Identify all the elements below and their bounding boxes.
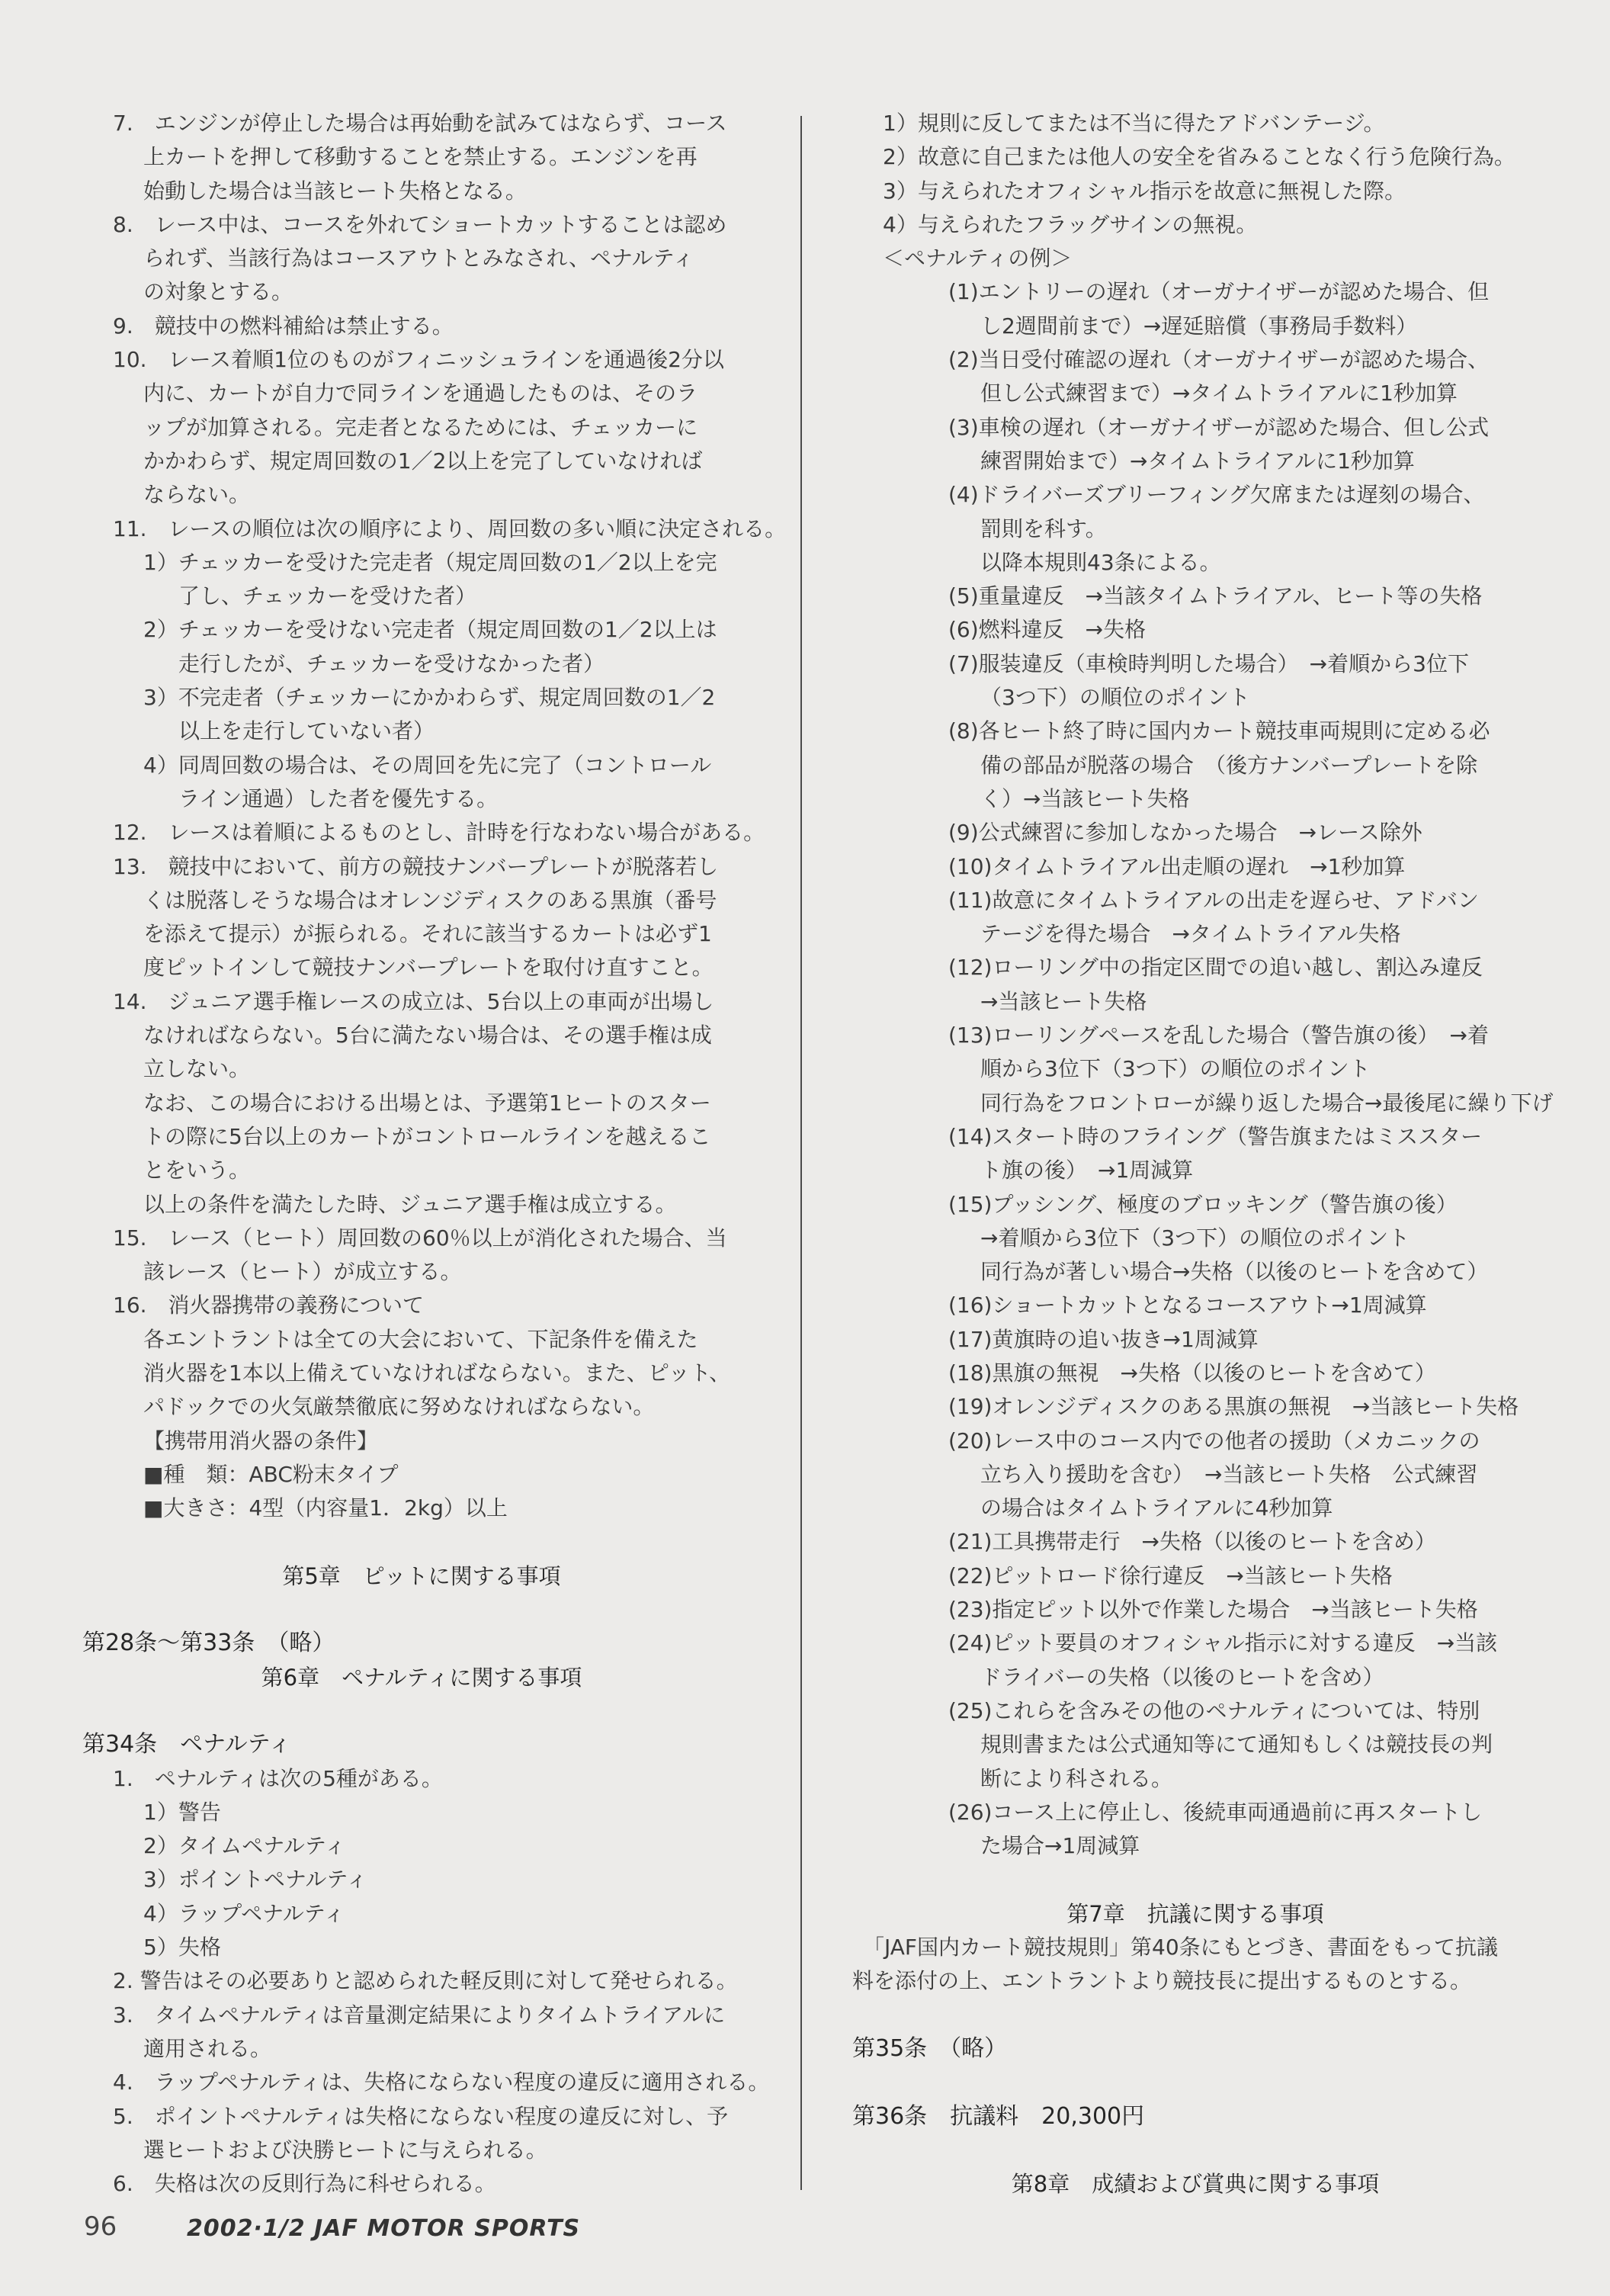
- text-line: なければならない。5台に満たない場合は、その選手権は成: [143, 1023, 712, 1048]
- spacer: [852, 2134, 1538, 2167]
- text-line: 選ヒートおよび決勝ヒートに与えられる。: [143, 2137, 547, 2163]
- text-line: 3. タイムペナルティは音量測定結果によりタイムトライアルに: [113, 2002, 726, 2028]
- text-line: 6. 失格は次の反則行為に科せられる。: [113, 2171, 496, 2197]
- column-divider: [800, 116, 802, 2190]
- text-line: 13. 競技中において、前方の競技ナンバープレートが脱落若し: [113, 853, 719, 879]
- text-line: 3）ポイントペナルティ: [143, 1867, 368, 1893]
- text-line: （3つ下）の順位のポイント: [980, 685, 1250, 711]
- text-line: かかわらず、規定周回数の1／2以上を完了していなければ: [143, 448, 703, 474]
- text-line: く）→当該ヒート失格: [980, 785, 1190, 811]
- text-line: (9)公式練習に参加しなかった場合 →レース除外: [948, 820, 1422, 846]
- article-heading: 第35条 （略）: [852, 2034, 1008, 2062]
- spacer: [82, 1593, 761, 1626]
- text-line: 2）チェッカーを受けない完走者（規定周回数の1／2以上は: [143, 617, 717, 643]
- spacer: [852, 2066, 1538, 2099]
- chapter-heading: 第5章 ピットに関する事項: [282, 1562, 561, 1589]
- text-line: ならない。: [143, 482, 251, 508]
- text-line: 4）与えられたフラッグサインの無視。: [883, 211, 1258, 237]
- text-line: なお、この場合における出場とは、予選第1ヒートのスター: [143, 1090, 711, 1116]
- text-line: (17)黄旗時の追い抜き→1周減算: [948, 1326, 1259, 1352]
- text-line: 走行したが、チェッカーを受けなかった者）: [178, 650, 605, 676]
- text-line: (26)コース上に停止し、後続車両通過前に再スタートし: [948, 1799, 1483, 1825]
- text-line: (24)ピット要員のオフィシャル指示に対する違反 →当該: [948, 1630, 1498, 1656]
- text-line: を添えて提示）が振られる。それに該当するカートは必ず1: [143, 921, 712, 947]
- text-line: 1）警告: [143, 1799, 221, 1825]
- text-line: 2）故意に自己または他人の安全を省みることなく行う危険行為。: [883, 144, 1515, 170]
- text-line: (11)故意にタイムトライアルの出走を遅らせ、アドバン: [948, 887, 1479, 913]
- text-line: 4）同周回数の場合は、その周回を先に完了（コントロール: [143, 752, 712, 778]
- article-heading: 第28条〜第33条 （略）: [82, 1630, 335, 1657]
- text-line: 1）規則に反してまたは不当に得たアドバンテージ。: [883, 111, 1385, 136]
- chapter-heading: 第7章 抗議に関する事項: [1066, 1900, 1324, 1927]
- text-line: し2週間前まで）→遅延賠償（事務局手数料）: [980, 313, 1418, 339]
- text-line: 3）不完走者（チェッカーにかかわらず、規定周回数の1／2: [143, 685, 716, 711]
- text-line: (10)タイムトライアル出走順の遅れ →1秒加算: [948, 853, 1406, 879]
- text-line: 練習開始まで）→タイムトライアルに1秒加算: [980, 448, 1415, 474]
- text-line: (23)指定ピット以外で作業した場合 →当該ヒート失格: [948, 1597, 1478, 1623]
- text-line: 1）チェッカーを受けた完走者（規定周回数の1／2以上を完: [143, 549, 717, 575]
- text-line: テージを得た場合 →タイムトライアル失格: [980, 921, 1401, 947]
- text-line: (15)プッシング、極度のブロッキング（警告旗の後）: [948, 1191, 1458, 1217]
- spacer: [82, 1694, 761, 1728]
- text-line: (7)服装違反（車検時判明した場合） →着順から3位下: [948, 650, 1469, 676]
- text-line: られず、当該行為はコースアウトとみなされ、ペナルティ: [143, 246, 694, 271]
- left-text-column: [82, 107, 787, 2201]
- text-line: (6)燃料違反 →失格: [948, 617, 1147, 643]
- text-line: 1. ペナルティは次の5種がある。: [113, 1765, 443, 1791]
- text-line: とをいう。: [143, 1158, 251, 1183]
- text-line: 5. ポイントペナルティは失格にならない程度の違反に対し、予: [113, 2103, 729, 2129]
- text-line: ＜ペナルティの例＞: [883, 246, 1073, 271]
- text-line: パドックでの火気厳禁徹底に努めなければならない。: [143, 1394, 655, 1420]
- text-line: (18)黒旗の無視 →失格（以後のヒートを含めて）: [948, 1360, 1436, 1386]
- text-line: (1)エントリーの遅れ（オーガナイザーが認めた場合、但: [948, 279, 1490, 305]
- publication-title: 2002·1/2 JAF MOTOR SPORTS: [187, 2215, 581, 2242]
- text-line: の対象とする。: [143, 279, 293, 305]
- text-line: 但し公式練習まで）→タイムトライアルに1秒加算: [980, 381, 1458, 406]
- text-line: 以上の条件を満たした時、ジュニア選手権は成立する。: [143, 1191, 677, 1217]
- spacer: [852, 1863, 1538, 1896]
- text-line: 12. レースは着順によるものとし、計時を行なわない場合がある。: [113, 820, 765, 846]
- text-line: (4)ドライバーズブリーフィング欠席または遅刻の場合、: [948, 482, 1485, 508]
- text-line: 5）失格: [143, 1935, 221, 1960]
- text-line: 断により科される。: [980, 1765, 1173, 1791]
- text-line: 罰則を科す。: [980, 515, 1107, 541]
- text-line: 備の部品が脱落の場合 （後方ナンバープレートを除: [980, 752, 1478, 778]
- text-line: 同行為が著しい場合→失格（以後のヒートを含めて）: [980, 1259, 1489, 1285]
- text-line: (5)重量違反 →当該タイムトライアル、ヒート等の失格: [948, 583, 1483, 609]
- text-line: ■種 類：ABC粉末タイプ: [143, 1461, 399, 1487]
- text-line: 以上を走行していない者）: [178, 718, 435, 744]
- text-line: くは脱落しそうな場合はオレンジディスクのある黒旗（番号: [143, 887, 717, 913]
- text-line: 【携帯用消火器の条件】: [143, 1427, 379, 1453]
- text-line: (25)これらを含みその他のペナルティについては、特別: [948, 1697, 1480, 1723]
- text-line: 上カートを押して移動することを禁止する。エンジンを再: [143, 144, 698, 170]
- text-line: 2. 警告はその必要ありと認められた軽反則に対して発せられる。: [113, 1968, 738, 1994]
- text-line: (19)オレンジディスクのある黒旗の無視 →当該ヒート失格: [948, 1394, 1519, 1420]
- text-line: ト旗の後） →1周減算: [980, 1158, 1194, 1183]
- text-line: 11. レースの順位は次の順序により、周回数の多い順に決定される。: [113, 515, 787, 541]
- chapter-heading: 第8章 成績および賞典に関する事項: [1011, 2171, 1380, 2198]
- spacer: [82, 1525, 761, 1559]
- text-line: 規則書または公式通知等にて通知もしくは競技長の判: [980, 1732, 1493, 1758]
- text-line: 7. エンジンが停止した場合は再始動を試みてはならず、コース: [113, 111, 727, 136]
- text-line: (22)ピットロード徐行違反 →当該ヒート失格: [948, 1562, 1393, 1588]
- text-line: 10. レース着順1位のものがフィニッシュラインを通過後2分以: [113, 347, 725, 373]
- text-line: の場合はタイムトライアルに4秒加算: [980, 1495, 1333, 1521]
- text-line: 2）タイムペナルティ: [143, 1833, 346, 1859]
- text-line: 立しない。: [143, 1056, 251, 1082]
- text-line: (20)レース中のコース内での他者の援助（メカニックの: [948, 1427, 1480, 1453]
- text-line: (3)車検の遅れ（オーガナイザーが認めた場合、但し公式: [948, 414, 1490, 440]
- text-line: 消火器を1本以上備えていなければならない。また、ピット、: [143, 1360, 731, 1386]
- text-line: 9. 競技中の燃料補給は禁止する。: [113, 313, 454, 339]
- text-line: 始動した場合は当該ヒート失格となる。: [143, 178, 527, 204]
- text-line: 了し、チェッカーを受けた者）: [178, 583, 477, 609]
- chapter-heading: 第6章 ペナルティに関する事項: [261, 1664, 582, 1691]
- text-line: ■大きさ：4型（内容量1．2kg）以上: [143, 1495, 508, 1521]
- text-line: トの際に5台以上のカートがコントロールラインを越えるこ: [143, 1123, 711, 1149]
- text-line: 16. 消火器携帯の義務について: [113, 1293, 424, 1318]
- text-line: (12)ローリング中の指定区間での追い越し、割込み違反: [948, 955, 1483, 981]
- text-line: (14)スタート時のフライング（警告旗またはミススター: [948, 1123, 1483, 1149]
- text-line: 4. ラップペナルティは、失格にならない程度の違反に適用される。: [113, 2070, 770, 2095]
- text-line: 料を添付の上、エントラントより競技長に提出するものとする。: [852, 1968, 1472, 1994]
- text-line: 該レース（ヒート）が成立する。: [143, 1259, 462, 1285]
- text-line: (8)各ヒート終了時に国内カート競技車両規則に定める必: [948, 718, 1490, 744]
- text-line: (21)工具携帯走行 →失格（以後のヒートを含め）: [948, 1529, 1436, 1555]
- text-line: 度ピットインして競技ナンバープレートを取付け直すこと。: [143, 955, 714, 981]
- text-line: 同行為をフロントローが繰り返した場合→最後尾に繰り下げ: [980, 1090, 1554, 1116]
- text-line: 順から3位下（3つ下）の順位のポイント: [980, 1056, 1371, 1082]
- text-line: 8. レース中は、コースを外れてショートカットすることは認め: [113, 211, 727, 237]
- spacer: [852, 1999, 1538, 2032]
- text-line: (16)ショートカットとなるコースアウト→1周減算: [948, 1293, 1427, 1318]
- text-line: 4）ラップペナルティ: [143, 1900, 345, 1926]
- right-text-column: [852, 107, 1554, 2201]
- text-line: ライン通過）した者を優先する。: [178, 785, 499, 811]
- text-line: 以降本規則43条による。: [980, 549, 1221, 575]
- text-line: (13)ローリングペースを乱した場合（警告旗の後） →着: [948, 1023, 1489, 1048]
- text-line: 内に、カートが自力で同ラインを通過したものは、そのラ: [143, 381, 698, 406]
- text-line: 各エントラントは全ての大会において、下記条件を備えた: [143, 1326, 698, 1352]
- text-line: た場合→1周減算: [980, 1833, 1140, 1859]
- text-line: 3）与えられたオフィシャル指示を故意に無視した際。: [883, 178, 1406, 204]
- text-line: (2)当日受付確認の遅れ（オーガナイザーが認めた場合、: [948, 347, 1490, 373]
- text-line: ドライバーの失格（以後のヒートを含め）: [980, 1664, 1384, 1690]
- article-heading: 第36条 抗議料 20,300円: [852, 2102, 1145, 2130]
- text-line: ップが加算される。完走者となるためには、チェッカーに: [143, 414, 698, 440]
- page-number: 96: [84, 2211, 117, 2242]
- text-line: 適用される。: [143, 2035, 272, 2061]
- text-line: 15. レース（ヒート）周回数の60％以上が消化された場合、当: [113, 1225, 727, 1251]
- text-line: 14. ジュニア選手権レースの成立は、5台以上の車両が出場し: [113, 988, 714, 1014]
- text-line: 「JAF国内カート競技規則」第40条にもとづき、書面をもって抗議: [852, 1935, 1498, 1960]
- text-line: →着順から3位下（3つ下）の順位のポイント: [980, 1225, 1410, 1251]
- text-line: →当該ヒート失格: [980, 988, 1147, 1014]
- text-line: 立ち入り援助を含む） →当該ヒート失格 公式練習: [980, 1461, 1478, 1487]
- article-heading: 第34条 ペナルティ: [82, 1731, 292, 1758]
